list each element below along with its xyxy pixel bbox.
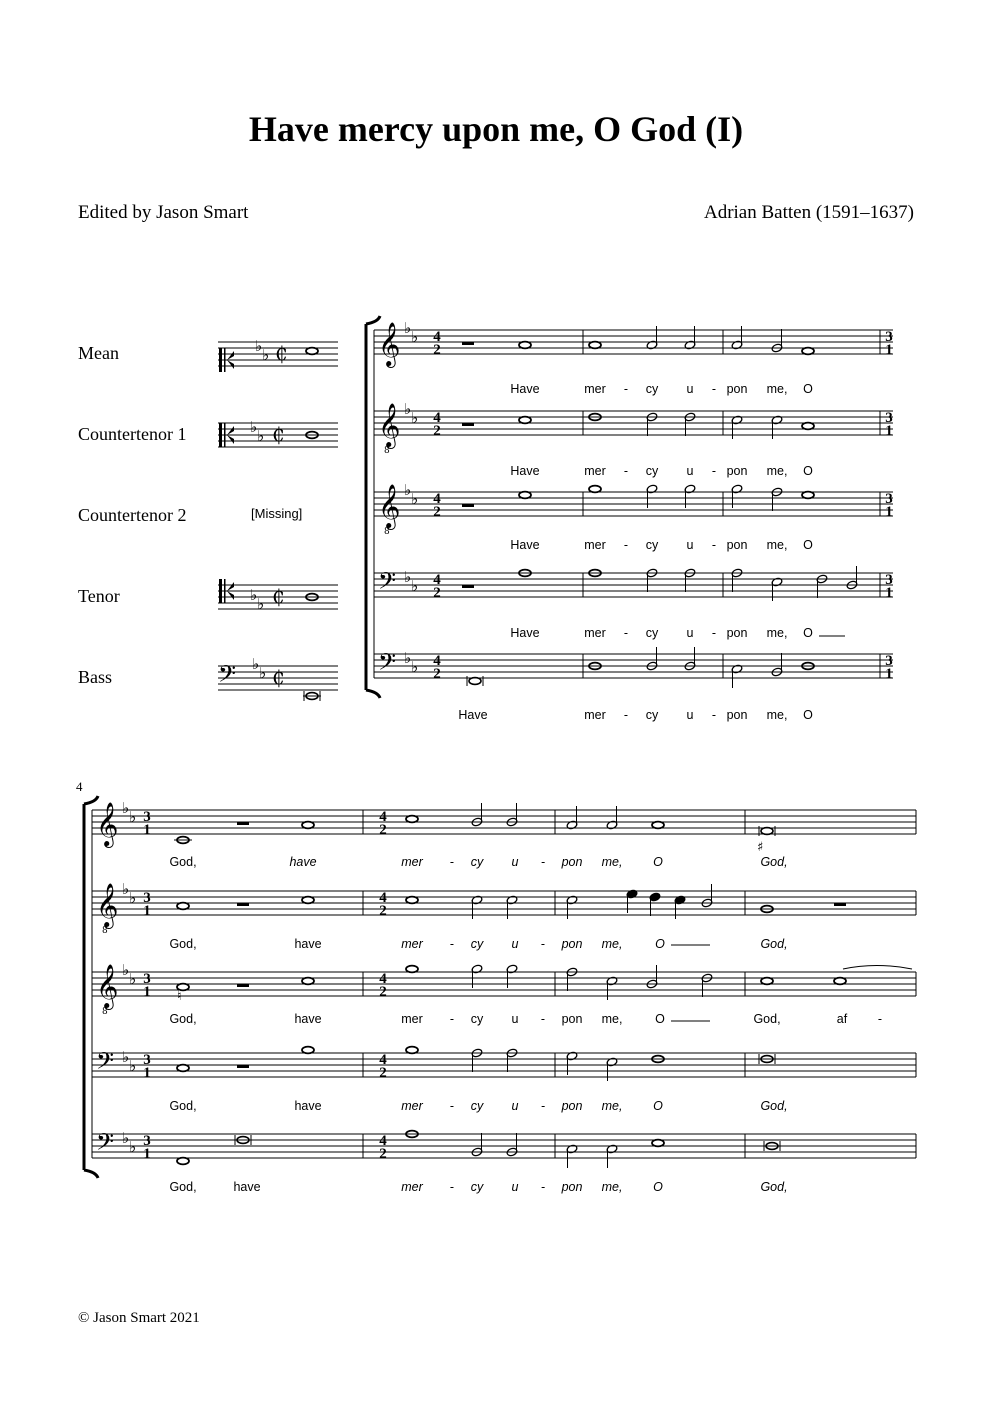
system2-lyrics-syllable: mer [401, 1099, 423, 1113]
system1-time-signature-num: 4 [433, 572, 441, 588]
system1-lyrics-syllable: Have [510, 382, 540, 396]
system2-time-signature-den: 1 [143, 1146, 151, 1162]
system2-lyrics-syllable: have [294, 937, 322, 951]
system2-lyrics-syllable: God, [169, 1099, 197, 1113]
system1-treble-clef-8va: 8 [384, 527, 390, 537]
system1-note-head [589, 342, 601, 349]
system2-lyrics-syllable: cy [470, 855, 484, 869]
system1-time-signature-num: 4 [433, 410, 441, 426]
incipit-mean-flat: ♭ [262, 346, 270, 364]
system2-lyrics-syllable: cy [470, 937, 484, 951]
system1-lyrics-syllable: pon [726, 538, 748, 552]
system2-lyrics-syllable: cy [470, 1012, 484, 1026]
system1-lyrics-syllable: cy [645, 464, 659, 478]
editor-credit: Edited by Jason Smart [78, 202, 249, 223]
system2-lyrics-syllable: u [511, 1012, 519, 1026]
system2-lyrics-syllable: O [653, 1099, 663, 1113]
system2-key-flat: ♭ [129, 1057, 137, 1075]
system2-lyrics-syllable: cy [470, 1099, 484, 1113]
incipit-tenor-cut-time: ₵ [272, 584, 285, 608]
system1-time-signature-num: 4 [433, 491, 441, 507]
system1-lyrics-syllable: - [623, 382, 629, 396]
system2-lyrics-syllable: me, [601, 1180, 623, 1194]
system1-lyrics-syllable: cy [645, 538, 659, 552]
voice-name-countertenor-2: Countertenor 2 [78, 505, 187, 525]
system1-key-flat: ♭ [404, 649, 412, 667]
system2-lyrics-syllable: pon [561, 937, 583, 951]
system2-note-head [302, 897, 314, 904]
system1-time-signature-num: 4 [433, 329, 441, 345]
system1-lyrics-syllable: u [686, 464, 694, 478]
system2-lyrics-syllable: - [449, 1180, 455, 1194]
system1-bass-clef: 𝄢 [378, 648, 397, 681]
system1-lyrics-syllable: - [623, 538, 629, 552]
system2-note-head [406, 897, 418, 904]
system1-time-signature-den: 2 [433, 666, 441, 682]
system1-treble-clef-8va: 8 [384, 446, 390, 456]
system1-rest [462, 585, 474, 588]
system1-treble-clef: 𝄞 [378, 403, 401, 447]
system1-lyrics-syllable: me, [766, 708, 788, 722]
system1-lyrics-syllable: pon [726, 708, 748, 722]
system2-sharp: ♯ [757, 840, 764, 855]
system2-lyrics-syllable: O [653, 1180, 663, 1194]
system1-key-flat: ♭ [411, 328, 419, 346]
system1-lyrics-syllable: cy [645, 626, 659, 640]
system1-treble-clef: 𝄞 [378, 484, 401, 528]
system2-key-flat: ♭ [122, 1048, 130, 1066]
system2-lyrics-syllable: - [540, 1180, 546, 1194]
system1-lyrics-syllable: - [711, 538, 717, 552]
system2-key-flat: ♭ [129, 808, 137, 826]
system2-note-head [761, 828, 773, 835]
system2-rest [237, 822, 249, 825]
system1-lyrics-syllable: O [803, 538, 813, 552]
incipit-bass-flat: ♭ [259, 664, 267, 682]
incipit-mean-clef-bar [224, 348, 226, 372]
system2-note-head [406, 816, 418, 823]
system2-treble-clef-8va: 8 [102, 1007, 108, 1017]
system1-lyrics-syllable: me, [766, 382, 788, 396]
system2-lyrics-syllable: mer [401, 1012, 423, 1026]
incipit-mean-note-head [306, 348, 318, 355]
system2-time-signature-den: 1 [143, 822, 151, 838]
system2-lyrics-syllable: - [877, 1012, 883, 1026]
system1-lyrics-syllable: - [623, 626, 629, 640]
system2-time-signature-change-num: 4 [379, 1052, 387, 1068]
system1-end-mark-ts-num: 3 [885, 410, 893, 426]
system1-bass-clef: 𝄢 [378, 567, 397, 600]
system2-lyrics-syllable: God, [169, 1012, 197, 1026]
system2-lyrics-syllable: pon [561, 1180, 583, 1194]
system2-time-signature-change-den: 2 [379, 822, 387, 838]
system2-lyrics-syllable: God, [169, 937, 197, 951]
system2-time-signature-change-den: 2 [379, 984, 387, 1000]
system1-end-mark-ts-num: 3 [885, 572, 893, 588]
system1-lyrics-syllable: cy [645, 708, 659, 722]
system2-lyrics-syllable: - [449, 1012, 455, 1026]
system1-lyrics-syllable: me, [766, 626, 788, 640]
system2-lyrics-syllable: - [449, 1099, 455, 1113]
system2-lyrics-syllable: me, [601, 937, 623, 951]
system1-key-flat: ♭ [404, 319, 412, 337]
system1-treble-clef: 𝄞 [378, 322, 401, 366]
system2-rest [237, 903, 249, 906]
system1-rest [462, 342, 474, 345]
system2-lyrics-syllable: - [449, 855, 455, 869]
system2-bass-clef: 𝄢 [96, 1047, 115, 1080]
incipit-bass-clef: 𝄢 [218, 660, 237, 693]
system2-key-flat: ♭ [122, 961, 130, 979]
system2-lyrics-syllable: mer [401, 855, 423, 869]
system1-lyrics-syllable: me, [766, 538, 788, 552]
system2-lyrics-syllable: have [233, 1180, 261, 1194]
system1-lyrics-syllable: pon [726, 464, 748, 478]
incipit-mean-clef-bar [219, 348, 222, 372]
system2-time-signature-num: 3 [143, 1052, 151, 1068]
system2-rest [834, 903, 846, 906]
system2-treble-clef: 𝄞 [96, 802, 119, 846]
incipit-tenor-flat: ♭ [257, 595, 265, 613]
system2-treble-clef-8va: 8 [102, 926, 108, 936]
composer-credit: Adrian Batten (1591–1637) [703, 202, 914, 223]
system2-lyrics-syllable: have [294, 1099, 322, 1113]
system2-time-signature-num: 3 [143, 1133, 151, 1149]
system2-time-signature-den: 1 [143, 984, 151, 1000]
system2-ct2-tie [843, 966, 912, 970]
piece-title: Have mercy upon me, O God (I) [248, 109, 744, 149]
system1-key-flat: ♭ [404, 400, 412, 418]
system2-lyrics-syllable: me, [601, 855, 623, 869]
system1-lyrics-syllable: Have [510, 626, 540, 640]
incipit-tenor-clef-bar [219, 579, 222, 603]
system1-lyrics-syllable: mer [584, 538, 606, 552]
system2-lyrics-syllable: - [540, 1099, 546, 1113]
system2-time-signature-den: 1 [143, 903, 151, 919]
incipit-mean-cut-time: ₵ [275, 341, 288, 365]
system2-note-head [761, 978, 773, 985]
system2-time-signature-change-num: 4 [379, 971, 387, 987]
system2-key-flat: ♭ [129, 889, 137, 907]
system2-note-head [302, 978, 314, 985]
system1-key-flat: ♭ [411, 658, 419, 676]
system2-bass-clef: 𝄢 [96, 1128, 115, 1161]
system2-lyrics-syllable: - [449, 937, 455, 951]
system2-lyrics-syllable: pon [561, 1099, 583, 1113]
system1-lyrics-syllable: pon [726, 626, 748, 640]
system2-time-signature-change-den: 2 [379, 903, 387, 919]
system2-time-signature-change-den: 2 [379, 1146, 387, 1162]
system1-lyrics-syllable: mer [584, 708, 606, 722]
system2-natural: ♮ [177, 989, 182, 1004]
system1-key-flat: ♭ [411, 490, 419, 508]
system2-note-head [406, 966, 418, 973]
system1-lyrics-syllable: - [711, 464, 717, 478]
system2-lyrics-syllable: God, [760, 937, 788, 951]
system1-key-flat: ♭ [404, 568, 412, 586]
system1-lyrics-syllable: O [803, 626, 813, 640]
system2-key-flat: ♭ [129, 1138, 137, 1156]
system2-lyrics-syllable: O [655, 937, 665, 951]
system2-lyrics-syllable: u [511, 1099, 519, 1113]
system2-lyrics-syllable: u [511, 937, 519, 951]
system2-lyrics-syllable: me, [601, 1012, 623, 1026]
system1-note-head [802, 423, 814, 430]
system1-end-mark-ts-den: 1 [885, 504, 893, 520]
system2-time-signature-num: 3 [143, 971, 151, 987]
incipit-ct1-cut-time: ₵ [272, 422, 285, 446]
system1-note-head [519, 417, 531, 424]
system2-time-signature-num: 3 [143, 890, 151, 906]
system1-note-head [519, 342, 531, 349]
system2-rest [237, 984, 249, 987]
system1-note-head [519, 492, 531, 499]
system1-key-flat: ♭ [411, 577, 419, 595]
system2-lyrics-syllable: have [294, 1012, 322, 1026]
system2-note-head [406, 1047, 418, 1054]
system1-lyrics-syllable: - [623, 464, 629, 478]
system1-lyrics-syllable: - [711, 626, 717, 640]
incipit-tenor-flat: ♭ [250, 586, 258, 604]
system1-lyrics-syllable: cy [645, 382, 659, 396]
system2-rest [237, 1065, 249, 1068]
system2-key-flat: ♭ [122, 1129, 130, 1147]
system1-end-mark-ts-den: 1 [885, 423, 893, 439]
system1-lyrics-syllable: u [686, 382, 694, 396]
system1-lyrics-syllable: Have [510, 538, 540, 552]
system1-lyrics-syllable: O [803, 382, 813, 396]
incipit-mean-flat: ♭ [255, 337, 263, 355]
system2-note-head [302, 1047, 314, 1054]
incipit-tenor-clef-bar [224, 579, 226, 603]
system2-lyrics-syllable: God, [169, 855, 197, 869]
system1-end-mark-ts-den: 1 [885, 342, 893, 358]
system1-time-signature-den: 2 [433, 585, 441, 601]
system1-end-mark-ts-den: 1 [885, 585, 893, 601]
system2-time-signature-change-den: 2 [379, 1065, 387, 1081]
system1-note-head [802, 492, 814, 499]
system2-time-signature-den: 1 [143, 1065, 151, 1081]
system1-key-flat: ♭ [411, 409, 419, 427]
system2-lyrics-syllable: u [511, 1180, 519, 1194]
system2-lyrics-syllable: God, [169, 1180, 197, 1194]
system2-lyrics-syllable: have [289, 855, 317, 869]
system2-lyrics-syllable: O [653, 855, 663, 869]
system1-lyrics-syllable: mer [584, 464, 606, 478]
system2-time-signature-num: 3 [143, 809, 151, 825]
system1-end-mark-ts-num: 3 [885, 653, 893, 669]
copyright-notice: © Jason Smart 2021 [78, 1310, 200, 1326]
system1-note-head [802, 348, 814, 355]
system1-lyrics-syllable: O [803, 464, 813, 478]
system1-end-mark-ts-num: 3 [885, 491, 893, 507]
system1-note-head [589, 486, 601, 493]
system1-rest [462, 423, 474, 426]
system1-end-mark-ts-num: 3 [885, 329, 893, 345]
incipit-bass-cut-time: ₵ [272, 665, 285, 689]
incipit-ct1-clef-bar [219, 423, 222, 447]
system2-time-signature-change-num: 4 [379, 1133, 387, 1149]
voice-name-bass: Bass [78, 667, 113, 687]
system2-time-signature-change-num: 4 [379, 809, 387, 825]
system1-note-head [469, 678, 481, 685]
incipit-ct1-flat: ♭ [257, 427, 265, 445]
system2-lyrics-syllable: pon [561, 855, 583, 869]
system2-treble-clef: 𝄞 [96, 883, 119, 927]
system2-key-flat: ♭ [122, 880, 130, 898]
system2-note-head [177, 1065, 189, 1072]
system2-lyrics-syllable: mer [401, 937, 423, 951]
system1-key-flat: ♭ [404, 481, 412, 499]
missing-incipit-label: [Missing] [251, 506, 303, 521]
system1-lyrics-syllable: - [711, 708, 717, 722]
system2-key-flat: ♭ [122, 799, 130, 817]
system1-lyrics-syllable: Have [458, 708, 488, 722]
system2-lyrics-syllable: God, [753, 1012, 781, 1026]
system1-lyrics-syllable: mer [584, 382, 606, 396]
system2-lyrics-syllable: God, [760, 1099, 788, 1113]
system2-lyrics-syllable: u [511, 855, 519, 869]
voice-name-mean: Mean [78, 343, 119, 363]
incipit-ct1-flat: ♭ [250, 418, 258, 436]
system1-lyrics-syllable: u [686, 538, 694, 552]
system2-note-head [652, 822, 664, 829]
system2-note-head [302, 822, 314, 829]
system2-lyrics-syllable: God, [760, 855, 788, 869]
system2-note-head [177, 903, 189, 910]
system1-lyrics-syllable: u [686, 626, 694, 640]
incipit-bass-flat: ♭ [252, 655, 260, 673]
system2-lyrics-syllable: - [540, 855, 546, 869]
system1-time-signature-den: 2 [433, 423, 441, 439]
system1-lyrics-syllable: mer [584, 626, 606, 640]
system2-time-signature-change-num: 4 [379, 890, 387, 906]
system2-note-head [834, 978, 846, 985]
system1-time-signature-den: 2 [433, 342, 441, 358]
system1-time-signature-den: 2 [433, 504, 441, 520]
system2-lyrics-syllable: af [836, 1012, 848, 1026]
system1-lyrics-syllable: Have [510, 464, 540, 478]
system1-time-signature-num: 4 [433, 653, 441, 669]
system1-end-mark-ts-den: 1 [885, 666, 893, 682]
incipit-ct1-clef-bar [224, 423, 226, 447]
system2-lyrics-syllable: pon [561, 1012, 583, 1026]
system2-lyrics-syllable: O [655, 1012, 665, 1026]
system2-treble-clef: 𝄞 [96, 964, 119, 1008]
voice-name-tenor: Tenor [78, 586, 120, 606]
system2-lyrics-syllable: me, [601, 1099, 623, 1113]
system1-rest [462, 504, 474, 507]
system2-lyrics-syllable: God, [760, 1180, 788, 1194]
system1-lyrics-syllable: pon [726, 382, 748, 396]
system2-lyrics-syllable: cy [470, 1180, 484, 1194]
system1-lyrics-syllable: u [686, 708, 694, 722]
system2-lyrics-syllable: - [540, 1012, 546, 1026]
system1-lyrics-syllable: - [711, 382, 717, 396]
voice-name-countertenor-1: Countertenor 1 [78, 424, 187, 444]
system1-lyrics-syllable: O [803, 708, 813, 722]
system2-lyrics-syllable: - [540, 937, 546, 951]
system1-lyrics-syllable: me, [766, 464, 788, 478]
measure-number: 4 [76, 779, 83, 794]
system2-lyrics-syllable: mer [401, 1180, 423, 1194]
system2-note-head [652, 1140, 664, 1147]
system2-note-head [177, 1158, 189, 1165]
system1-lyrics-syllable: - [623, 708, 629, 722]
system2-key-flat: ♭ [129, 970, 137, 988]
